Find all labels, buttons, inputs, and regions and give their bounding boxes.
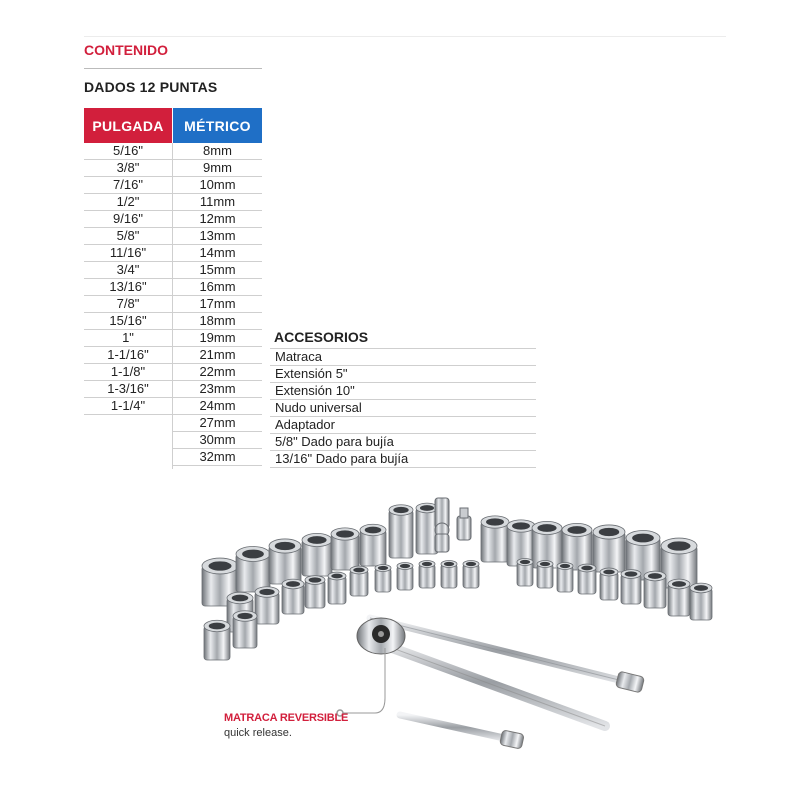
inch-size-cell: 7/16" bbox=[84, 177, 172, 194]
accessory-item: 13/16" Dado para bujía bbox=[270, 451, 536, 468]
inch-size-cell: 3/8" bbox=[84, 160, 172, 177]
inch-size-cell: 1" bbox=[84, 330, 172, 347]
ratchet-icon bbox=[357, 618, 605, 726]
top-divider bbox=[84, 36, 726, 37]
accessory-item: 5/8" Dado para bujía bbox=[270, 434, 536, 451]
socket-table-title: DADOS 12 PUNTAS bbox=[84, 79, 218, 95]
metric-size-cell: 19mm bbox=[173, 330, 262, 347]
socket-icon bbox=[517, 558, 533, 586]
socket-icon bbox=[397, 562, 413, 590]
inch-size-cell: 1-1/4" bbox=[84, 398, 172, 415]
extension-short-icon bbox=[400, 715, 524, 749]
ratchet-callout-title: MATRACA REVERSIBLE bbox=[224, 712, 349, 724]
inch-size-cell: 1-3/16" bbox=[84, 381, 172, 398]
metric-size-cell: 27mm bbox=[173, 415, 262, 432]
socket-icon bbox=[331, 528, 359, 570]
inch-size-cell: 15/16" bbox=[84, 313, 172, 330]
inch-size-cell: 5/16" bbox=[84, 143, 172, 160]
ratchet-callout-subtitle: quick release. bbox=[224, 727, 292, 739]
metric-size-cell: 15mm bbox=[173, 262, 262, 279]
socket-icon bbox=[593, 525, 625, 572]
metric-size-cell: 11mm bbox=[173, 194, 262, 211]
socket-icon bbox=[644, 571, 666, 608]
inch-size-cell: 3/4" bbox=[84, 262, 172, 279]
metric-column-header: MÉTRICO bbox=[173, 108, 262, 143]
accessories-title: ACCESORIOS bbox=[274, 329, 369, 345]
socket-icon bbox=[236, 547, 270, 592]
inch-size-cell: 9/16" bbox=[84, 211, 172, 228]
sockets-group bbox=[202, 498, 712, 660]
inch-size-cell: 1/2" bbox=[84, 194, 172, 211]
accessory-item: Matraca bbox=[270, 348, 536, 366]
socket-icon bbox=[690, 583, 712, 620]
socket-icon bbox=[233, 611, 257, 648]
socket-icon bbox=[537, 560, 553, 588]
socket-icon bbox=[389, 505, 413, 558]
socket-icon bbox=[441, 560, 457, 588]
adapter-icon bbox=[457, 508, 471, 540]
metric-size-cell: 18mm bbox=[173, 313, 262, 330]
metric-size-cell: 24mm bbox=[173, 398, 262, 415]
inch-size-list bbox=[84, 143, 172, 415]
inch-size-cell: 13/16" bbox=[84, 279, 172, 296]
socket-icon bbox=[463, 560, 479, 588]
socket-icon bbox=[621, 570, 641, 604]
title-divider bbox=[84, 68, 262, 69]
inch-column-header: PULGADA bbox=[84, 108, 172, 143]
metric-size-cell: 12mm bbox=[173, 211, 262, 228]
metric-size-cell: 32mm bbox=[173, 449, 262, 466]
metric-size-cell: 30mm bbox=[173, 432, 262, 449]
accessory-item: Nudo universal bbox=[270, 400, 536, 417]
socket-icon bbox=[419, 560, 435, 588]
accessory-item: Extensión 5" bbox=[270, 366, 536, 383]
metric-size-cell: 21mm bbox=[173, 347, 262, 364]
metric-size-cell: 13mm bbox=[173, 228, 262, 245]
socket-icon bbox=[557, 562, 573, 592]
socket-icon bbox=[282, 579, 304, 614]
metric-size-cell: 14mm bbox=[173, 245, 262, 262]
socket-icon bbox=[302, 533, 332, 576]
inch-size-cell: 1-1/16" bbox=[84, 347, 172, 364]
metric-size-cell: 17mm bbox=[173, 296, 262, 313]
inch-size-cell: 1-1/8" bbox=[84, 364, 172, 381]
metric-size-cell: 8mm bbox=[173, 143, 262, 160]
accessory-item: Adaptador bbox=[270, 417, 536, 434]
metric-size-list bbox=[173, 143, 262, 466]
socket-icon bbox=[360, 524, 386, 566]
metric-size-cell: 22mm bbox=[173, 364, 262, 381]
socket-icon bbox=[600, 568, 618, 600]
socket-icon bbox=[269, 539, 301, 584]
accessories-list bbox=[270, 348, 536, 468]
metric-size-cell: 9mm bbox=[173, 160, 262, 177]
socket-icon bbox=[668, 579, 690, 616]
universal-joint-icon bbox=[435, 498, 449, 552]
socket-icon bbox=[204, 620, 230, 660]
socket-icon bbox=[328, 572, 346, 604]
accessory-item: Extensión 10" bbox=[270, 383, 536, 400]
inch-size-cell: 7/8" bbox=[84, 296, 172, 313]
metric-size-cell: 23mm bbox=[173, 381, 262, 398]
socket-icon bbox=[375, 564, 391, 592]
section-title: CONTENIDO bbox=[84, 42, 168, 58]
inch-size-cell: 5/8" bbox=[84, 228, 172, 245]
metric-size-cell: 10mm bbox=[173, 177, 262, 194]
callout-line bbox=[340, 648, 385, 713]
metric-size-cell: 16mm bbox=[173, 279, 262, 296]
socket-icon bbox=[350, 566, 368, 596]
socket-icon bbox=[305, 576, 325, 608]
socket-icon bbox=[578, 564, 596, 594]
socket-set-photo bbox=[195, 488, 720, 750]
inch-size-cell: 11/16" bbox=[84, 245, 172, 262]
socket-icon bbox=[481, 516, 509, 562]
socket-icon bbox=[255, 587, 279, 624]
